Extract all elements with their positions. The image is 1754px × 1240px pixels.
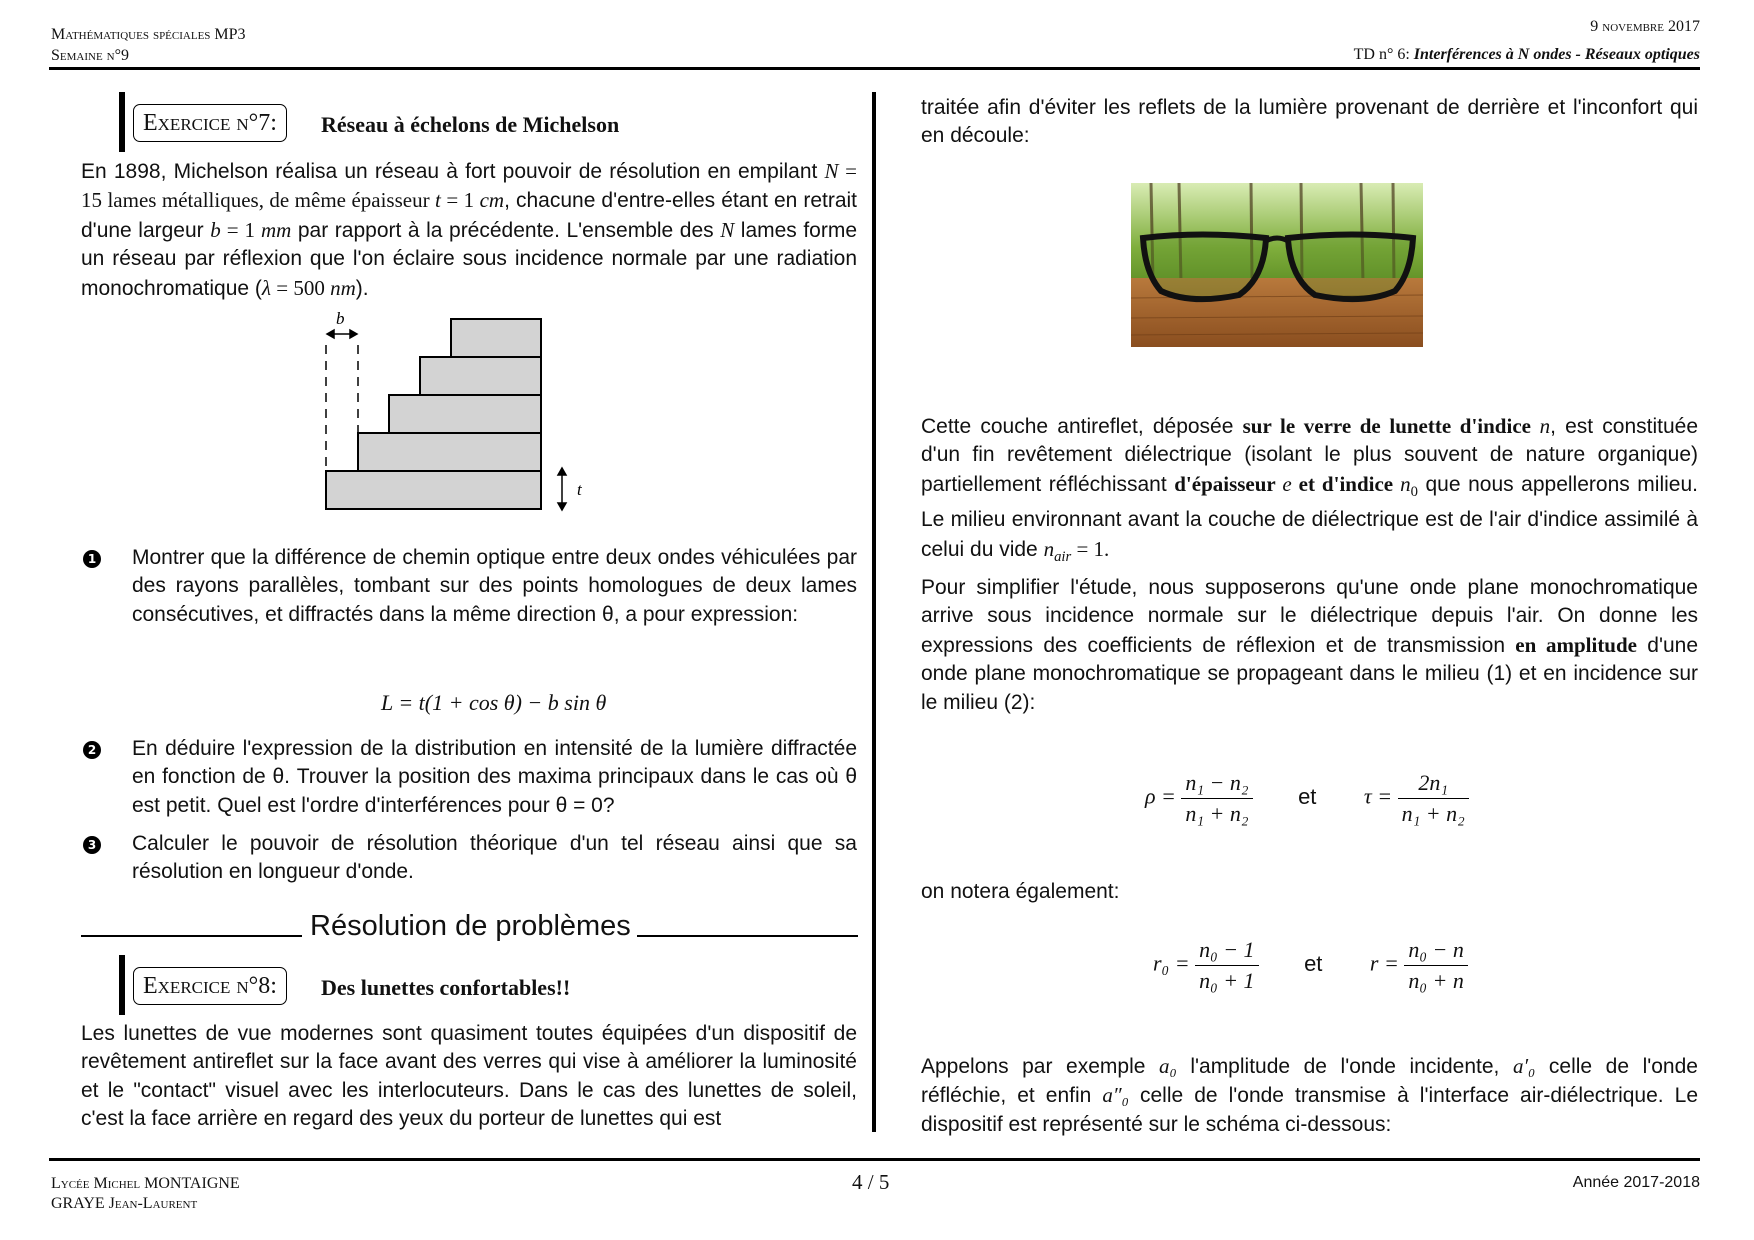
question-3-bullet: 3 [83,836,101,854]
t-label: t [577,480,582,499]
echelon-step-5 [451,319,541,357]
also-note: on notera également: [921,880,1120,903]
page-number: 4 / 5 [852,1170,890,1194]
question-2-text: En déduire l'expression de la distribution en intensité de la lumière diffractée en fonction de θ. Trouver la position des maxima principaux dans le cas où θ est petit. Quel est l'ordre d'interférences pour θ = 0? [132,737,857,817]
t-arrowhead-top [558,468,566,475]
r-symbol: r = [1369,950,1399,976]
doc-date: 9 novembre 2017 [1590,18,1700,35]
rho-fraction: $\frac{\text{n₁ − n₂}}{\text{n₁ + n₂}}$ [1181,770,1252,827]
td-prefix: TD n° 6: [1353,46,1414,63]
exercise-8-label: Exercice n°8: [133,967,287,1005]
amplitudes-paragraph: Appelons par exemple a₀ l'amplitude de l'onde incidente, a′₀ celle de l'onde réfléchie, et enfin a″₀ celle de l'onde transmise à l'interface air-diélectrique. Le dispositif est représenté sur le schéma ci-dessous: [921,1054,1699,1136]
td-title [1354,45,1700,64]
et-conjunction-1: et [1298,783,1317,809]
exercise-7-label: Exercice n°7: [133,104,287,142]
reflection-equations [1153,937,1468,994]
question-1-text: Montrer que la différence de chemin optique entre deux ondes véhiculées par des rayons parallèles, tombant sur des points homologues de deux lames consécutives, et diffractés dans la même direction θ, a pour expression: [132,546,857,626]
tau-fraction: $\frac{\text{2n₁}}{\text{n₁ + n₂}}$ [1398,770,1469,827]
exercise-7-title: Réseau à échelons de Michelson [321,112,620,137]
exercise-8-bar [119,955,125,1015]
rho-symbol: ρ = [1145,783,1176,809]
exercise-7-intro: En 1898, Michelson réalisa un réseau à fort pouvoir de résolution en empilant N = 15 lames métalliques, de même épaisseur t = 1 cm, chacune d'entre-elles étant en retrait d'une largeur b = 1 mm par rapport à la précédente. L'ensemble des N lames forme un réseau par réflexion que l'on éclaire sous incidence normale par une radiation monochromatique (λ = 500 nm). [81,159,858,300]
echelon-step-3 [389,395,541,433]
td-title-text: Interférences à N ondes - Réseaux optiques [1413,46,1700,63]
echelon-grating-figure [300,305,600,520]
footer-rule [49,1158,1700,1161]
antireflect-paragraph: Cette couche antireflet, déposée sur le verre de lunette d'indice n, est constituée d'un fin revêtement diélectrique (isolant le plus souvent de nature organique) partiellement réfléchissant d'épaisseur e et d'indice $n_0$ que nous appellerons milieu. Le milieu environnant avant la couche de diélectrique est de l'air d'indice assimilé à celui du vide $n_{air} = 1$. [921,414,1699,565]
r-fraction: $\frac{\text{n₀ − n}}{\text{n₀ + n}}$ [1404,937,1468,994]
question-2-bullet: 2 [83,741,101,759]
echelon-step-2 [358,433,541,471]
question-3-text: Calculer le pouvoir de résolution théorique d'un tel réseau ainsi que sa résolution en longueur d'onde. [132,832,857,884]
et-conjunction-2: et [1304,950,1323,976]
author-name: GRAYE Jean-Laurent [51,1195,198,1212]
echelon-step-4 [420,357,541,395]
r0-fraction: $\frac{\text{n₀ − 1}}{\text{n₀ + 1}}$ [1195,937,1259,994]
b-label: b [336,309,345,328]
section-rule-right [637,935,858,937]
exercise-8-intro-continued: traitée afin d'éviter les reflets de la lumière provenant de derrière et l'inconfort qui en découle: [921,96,1698,148]
school-year: Année 2017-2018 [1572,1174,1700,1191]
column-divider [872,92,876,1132]
tau-symbol: τ = [1363,783,1393,809]
t-arrowhead-bottom [558,503,566,510]
exercise-7-bar [119,92,125,152]
coefficients-paragraph: Pour simplifier l'étude, nous supposerons qu'une onde plane monochromatique arrive sous incidence normale sur le diélectrique depuis l'air. On donne les expressions des coefficients de réflexion et de transmission en amplitude d'une onde plane monochromatique se propageant dans le milieu (1) et en incidence sur le milieu (2): [921,576,1699,714]
b-arrowhead-right [350,330,357,338]
glasses-photo [1131,183,1423,347]
b-arrowhead-left [327,330,334,338]
fresnel-equations [1145,770,1469,827]
week-label: Semaine n°9 [51,47,130,64]
course-name: Mathématiques spéciales MP3 [51,26,246,43]
section-rule-left [81,935,302,937]
exercise-8-title: Des lunettes confortables!! [321,975,571,1000]
question-1-bullet: 1 [83,550,101,568]
school-name: Lycée Michel MONTAIGNE [51,1175,240,1192]
section-title: Résolution de problèmes [310,910,631,942]
r0-symbol: r₀ = [1153,950,1190,976]
optical-path-equation: L = t(1 + cos θ) − b sin θ [381,690,607,715]
header-rule [49,67,1700,70]
exercise-8-intro: Les lunettes de vue modernes sont quasiment toutes équipées d'un dispositif de revêtement antireflet sur la face avant des verres qui vise à améliorer la luminosité et le "contact" visuel avec les interlocuteurs. Dans le cas des lunettes de soleil, c'est la face arrière en regard des yeux du porteur de lunettes qui est [81,1022,857,1131]
echelon-step-1 [326,471,541,509]
